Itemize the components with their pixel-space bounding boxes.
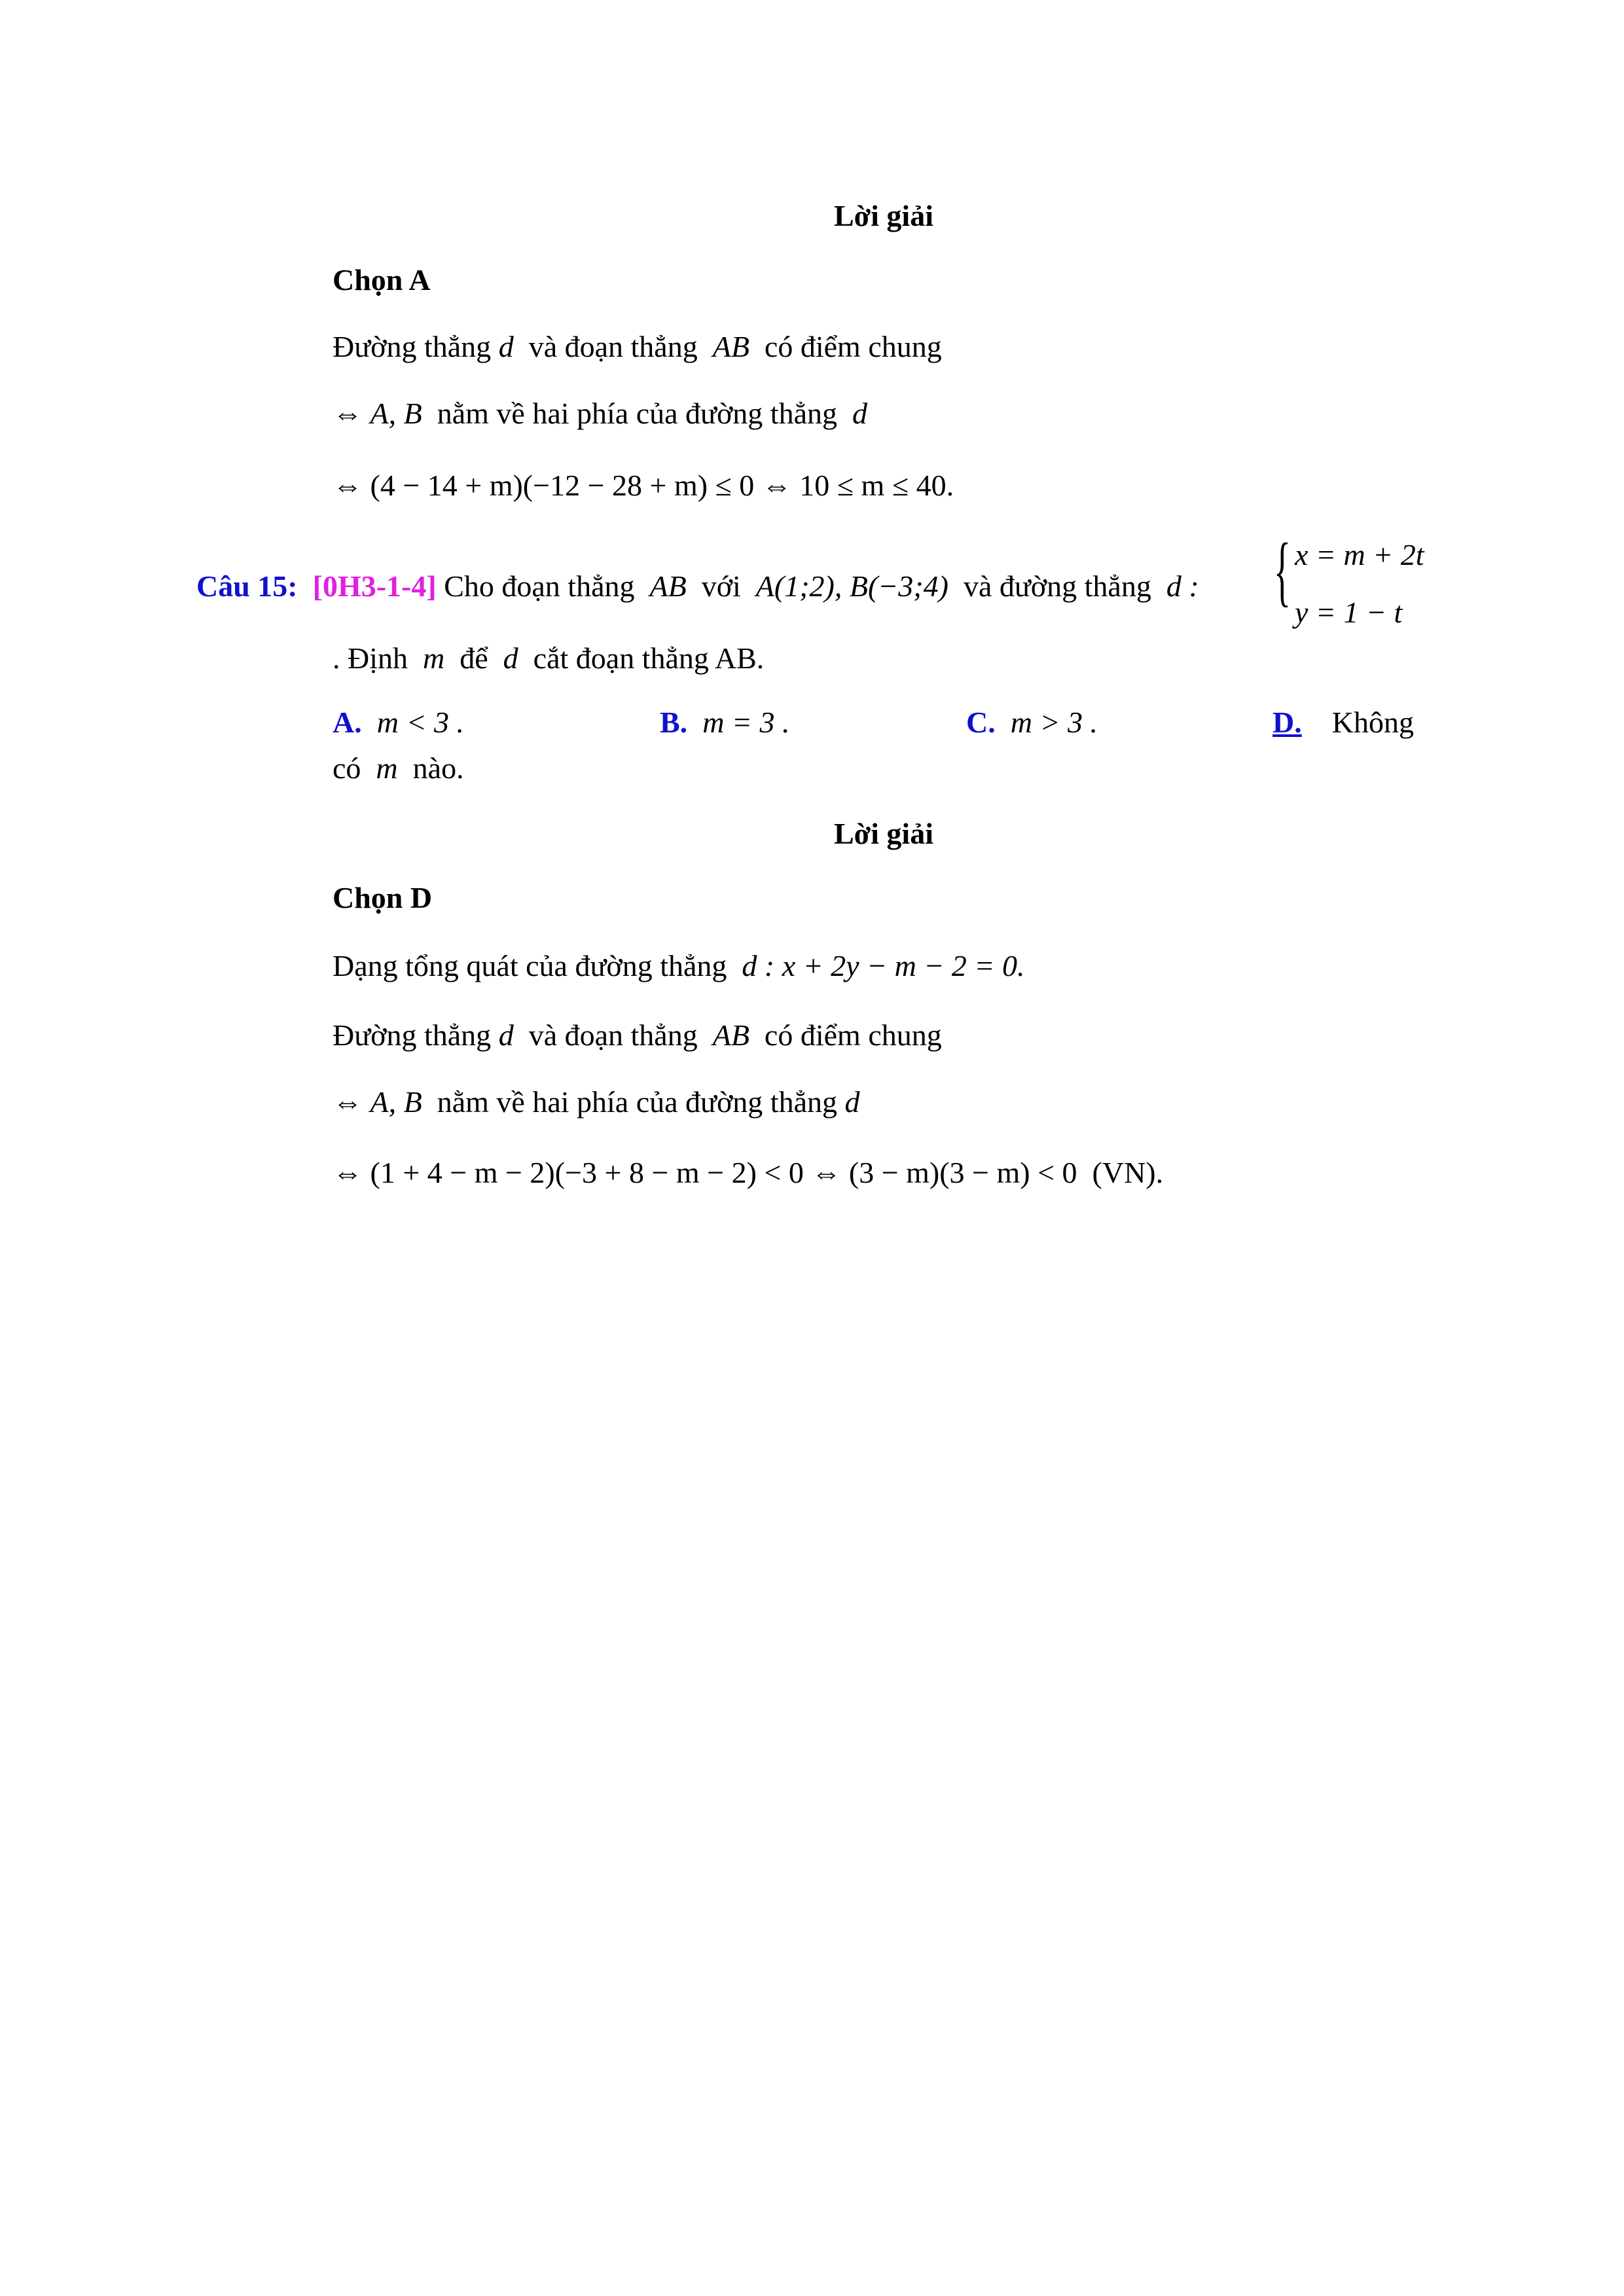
option-b[interactable]: B. m = 3 . xyxy=(660,706,790,739)
system-equation: x = m + 2t xyxy=(1295,538,1424,571)
question-code: [0H3-1-4] xyxy=(312,569,437,603)
chosen-answer: Chọn D xyxy=(333,881,433,914)
option-d-continuation: có m nào. xyxy=(333,751,464,785)
option-a[interactable]: A. m < 3 . xyxy=(333,706,464,739)
question-continuation: . Định m để d cắt đoạn thẳng AB. xyxy=(333,641,765,675)
option-c[interactable]: C. m > 3 . xyxy=(966,706,1098,739)
question-line: Câu 15: [0H3-1-4] Cho đoạn thẳng AB với A(1;2), B(−3;4) và đường thẳng d : xyxy=(196,569,1199,603)
solution-step: Đường thẳng d và đoạn thẳng AB có điểm chung xyxy=(333,330,942,363)
system-equation: y = 1 − t xyxy=(1295,596,1403,629)
chosen-answer: Chọn A xyxy=(333,263,431,296)
solution-step: ⇔ (4 − 14 + m)(−12 − 28 + m) ≤ 0 ⇔ 10 ≤ m ≤ 40. xyxy=(333,469,954,502)
system-brace: { xyxy=(1274,527,1291,614)
solution-step: Dạng tổng quát của đường thẳng d : x + 2y − m − 2 = 0. xyxy=(333,949,1025,982)
solution-step: ⇔ A, B nằm về hai phía của đường thẳng d xyxy=(333,1085,860,1119)
solution-step: ⇔ A, B nằm về hai phía của đường thẳng d xyxy=(333,397,867,430)
solution-heading: Lời giải xyxy=(834,817,933,850)
question-label: Câu 15: xyxy=(196,569,298,603)
option-d[interactable]: D. Không xyxy=(1272,706,1414,739)
solution-heading: Lời giải xyxy=(834,199,933,232)
solution-step: ⇔ (1 + 4 − m − 2)(−3 + 8 − m − 2) < 0 ⇔ (3 − m)(3 − m) < 0 (VN). xyxy=(333,1156,1164,1189)
solution-step: Đường thẳng d và đoạn thẳng AB có điểm chung xyxy=(333,1018,942,1052)
